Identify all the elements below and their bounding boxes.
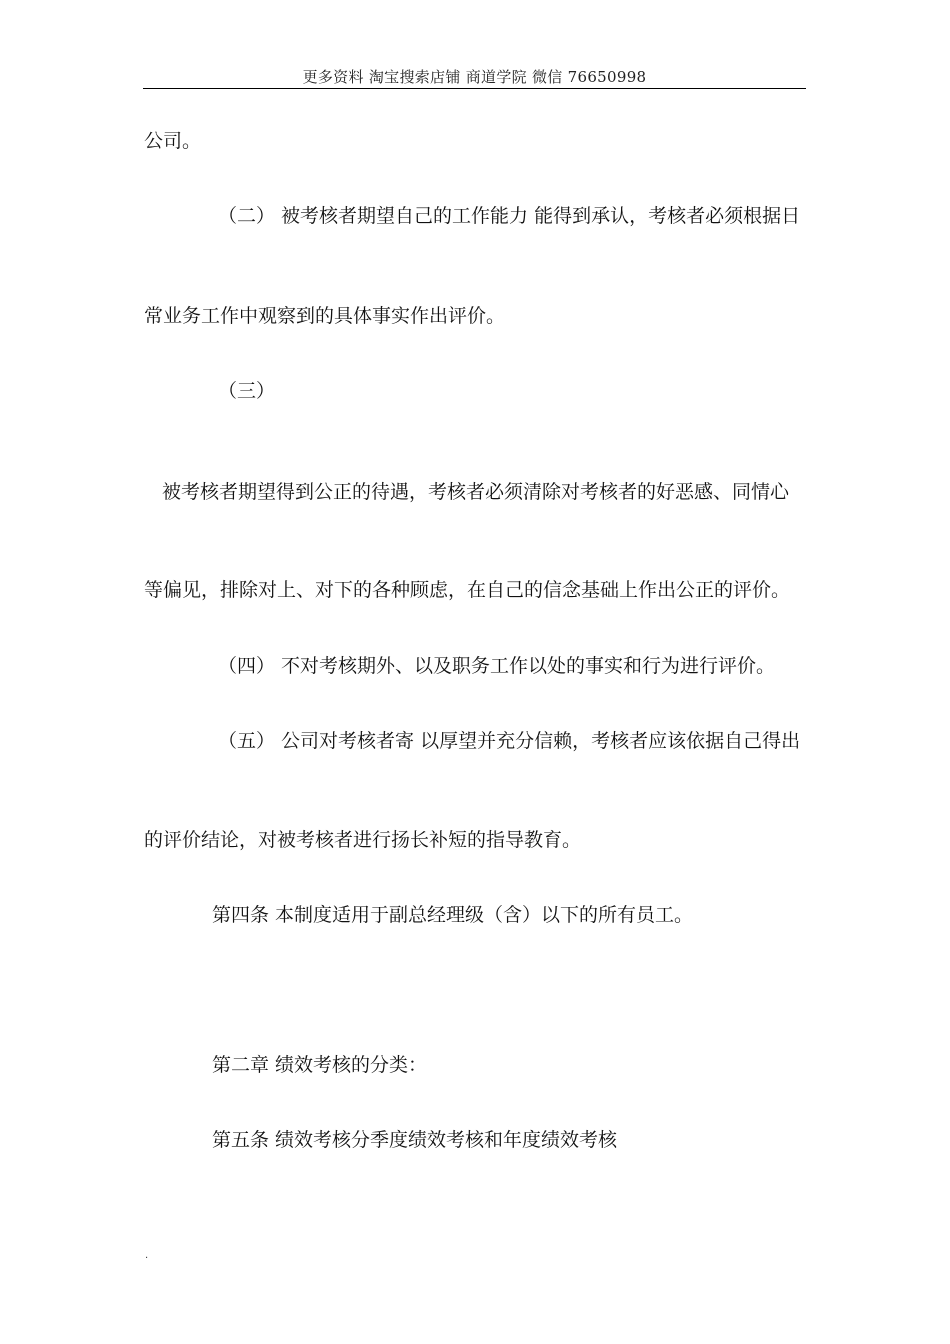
text-line-item-5-b: 的评价结论，对被考核者进行扬长补短的指导教育。: [144, 829, 582, 851]
chapter-2-heading: 第二章 绩效考核的分类：: [212, 1054, 428, 1076]
text-line-company-end: 公司。: [144, 130, 202, 152]
page-header: 更多资料 淘宝搜索店铺 商道学院 微信 76650998: [302, 68, 647, 86]
text-line-item-3-label: （三）: [218, 380, 276, 402]
text-line-article-5: 第五条 绩效考核分季度绩效考核和年度绩效考核: [212, 1129, 618, 1151]
text-line-item-2-b: 常业务工作中观察到的具体事实作出评价。: [144, 305, 506, 327]
text-line-item-5-a: （五） 公司对考核者寄 以厚望并充分信赖，考核者应该依据自己得出: [218, 730, 801, 752]
footer-dot-mark: .: [145, 1250, 149, 1261]
text-line-item-3-b: 等偏见，排除对上、对下的各种顾虑，在自己的信念基础上作出公正的评价。: [144, 579, 791, 601]
text-line-item-3-a: 被考核者期望得到公正的待遇，考核者必须清除对考核者的好恶感、同情心: [162, 481, 790, 503]
text-line-item-2-a: （二） 被考核者期望自己的工作能力 能得到承认，考核者必须根据日: [218, 205, 801, 227]
text-line-item-4: （四） 不对考核期外、以及职务工作以处的事实和行为进行评价。: [218, 655, 776, 677]
header-divider: [143, 88, 806, 89]
text-line-article-4: 第四条 本制度适用于副总经理级（含）以下的所有员工。: [212, 904, 694, 926]
